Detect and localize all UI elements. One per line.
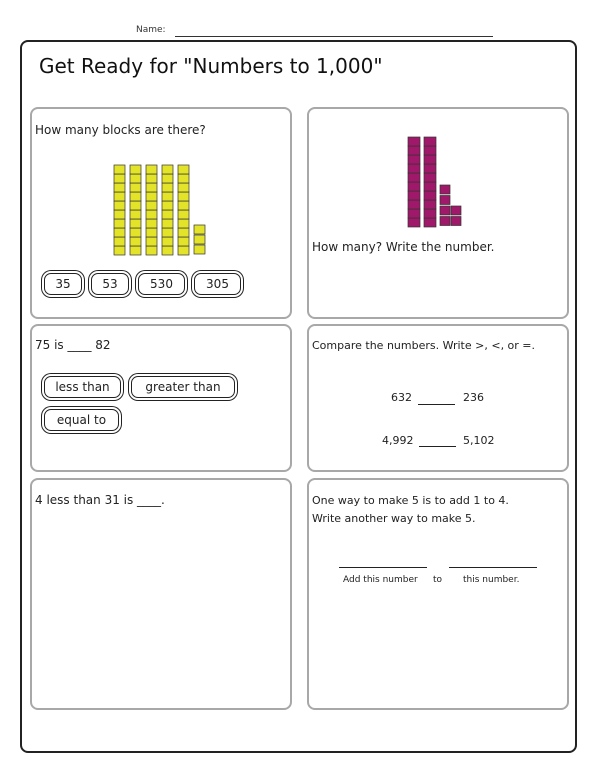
- ones-cube: [440, 217, 450, 226]
- name-field-line[interactable]: [175, 36, 493, 37]
- compare-blank-2[interactable]: [419, 446, 456, 447]
- ones-cube: [440, 185, 450, 194]
- tens-rod: [130, 165, 141, 255]
- label-this-number: this number.: [463, 575, 520, 585]
- tens-rod: [424, 137, 436, 227]
- ones-cube: [451, 206, 461, 215]
- ones-cube: [440, 206, 450, 215]
- tens-rod: [162, 165, 173, 255]
- ones-cube: [451, 217, 461, 226]
- option-35[interactable]: 35: [44, 273, 82, 295]
- ones-cube: [440, 196, 450, 205]
- name-label: Name:: [136, 25, 166, 35]
- label-add-this-number: Add this number: [343, 575, 418, 585]
- q6-line2: Write another way to make 5.: [312, 512, 476, 525]
- q2-prompt: How many? Write the number.: [312, 240, 495, 254]
- question-card-5: [30, 478, 292, 710]
- option-53[interactable]: 53: [91, 273, 129, 295]
- base-ten-blocks-q1: [110, 160, 220, 260]
- compare-left-2: 4,992: [382, 434, 414, 447]
- option-greater-than[interactable]: greater than: [131, 376, 235, 398]
- compare-right-1: 236: [463, 391, 484, 404]
- compare-left-1: 632: [391, 391, 412, 404]
- answer-line-right[interactable]: [449, 567, 537, 568]
- compare-blank-1[interactable]: [418, 404, 455, 405]
- compare-right-2: 5,102: [463, 434, 495, 447]
- tens-rod: [408, 137, 420, 227]
- base-ten-blocks-q2: [404, 132, 484, 232]
- tens-rod: [178, 165, 189, 255]
- ones-cube: [194, 235, 205, 244]
- q6-line1: One way to make 5 is to add 1 to 4.: [312, 494, 509, 507]
- tens-rod: [114, 165, 125, 255]
- q4-prompt: Compare the numbers. Write >, <, or =.: [312, 339, 536, 352]
- q1-prompt: How many blocks are there?: [35, 123, 206, 137]
- page-title: Get Ready for "Numbers to 1,000": [39, 54, 383, 78]
- option-305[interactable]: 305: [194, 273, 241, 295]
- label-to: to: [433, 575, 443, 585]
- option-equal-to[interactable]: equal to: [44, 409, 119, 431]
- answer-line-left[interactable]: [339, 567, 427, 568]
- q5-prompt: 4 less than 31 is ____.: [35, 493, 165, 507]
- tens-rod: [146, 165, 157, 255]
- ones-cube: [194, 245, 205, 254]
- option-530[interactable]: 530: [138, 273, 185, 295]
- ones-cube: [194, 225, 205, 234]
- option-less-than[interactable]: less than: [44, 376, 121, 398]
- q3-prompt: 75 is ____ 82: [35, 338, 111, 352]
